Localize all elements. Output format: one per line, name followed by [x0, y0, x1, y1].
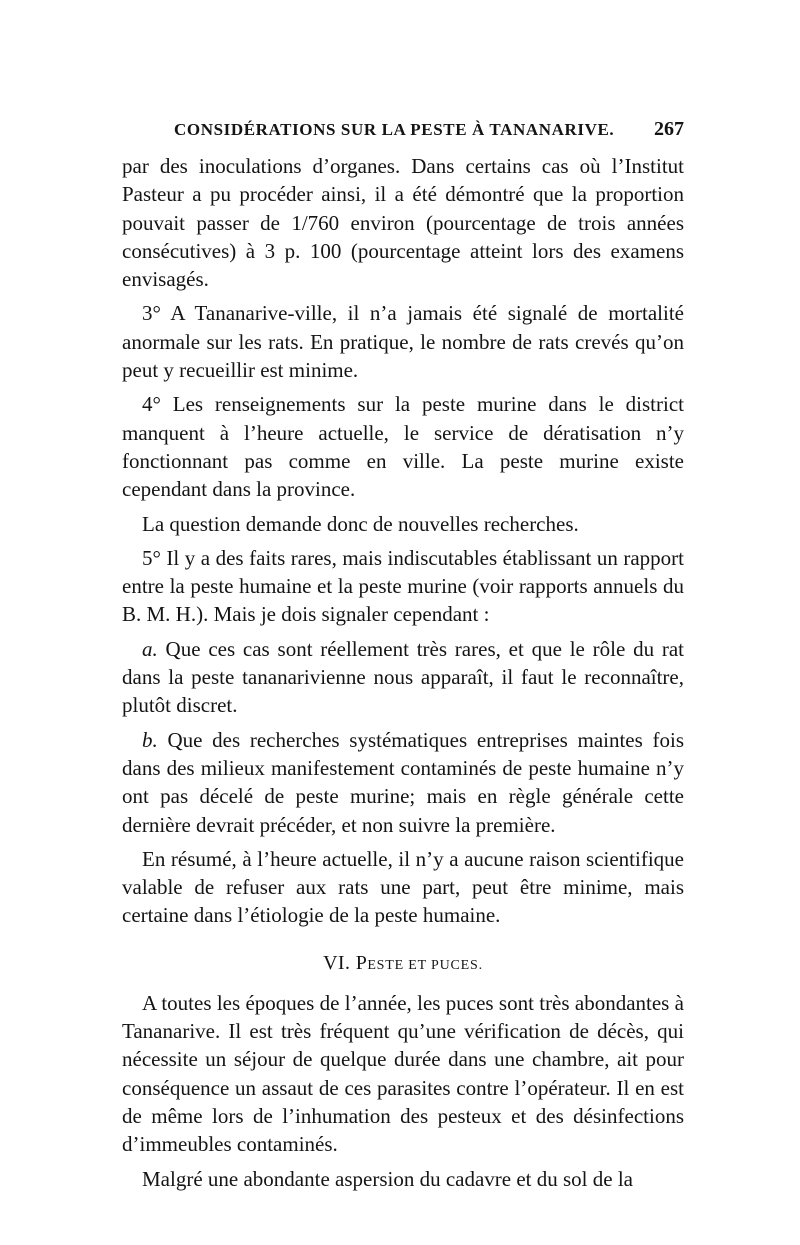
body-text — [122, 152, 684, 1193]
paragraph-final: Malgré une abondante aspersion du cadavre et du sol de la — [142, 1166, 633, 1191]
book-page — [122, 118, 684, 1199]
paragraph-summary: En résumé, à l’heure actuelle, il n’y a aucune raison scientifique valable de refuser aux rats une part, peut être minime, mais certaine dans l’étiologie de la peste humaine. — [122, 846, 684, 928]
section-title-rest: ESTE ET PUCES. — [367, 957, 483, 973]
paragraph-item-a-text: Que ces cas sont réellement très rares, et que le rôle du rat dans la peste tananarivienne nous apparaît, il faut le reconnaître, plutôt discret. — [122, 636, 684, 718]
running-head — [174, 118, 684, 146]
list-marker-b: b. — [142, 727, 158, 752]
paragraph-point-5: 5° Il y a des faits rares, mais indiscutables établissant un rapport entre la peste humaine et la peste murine (voir rapports annuels du B. M. H.). Mais je dois signaler cependant : — [122, 545, 684, 627]
list-marker-a: a. — [142, 636, 158, 661]
section-title-initial: P — [355, 951, 368, 974]
paragraph-fleas: A toutes les époques de l’année, les puces sont très abondantes à Tananarive. Il est très fréquent qu’une vérification de décès, qui nécessite un séjour de quelque durée dans une chambre, ait pour conséquence un assaut de ces parasites contre l’opérateur. Il en est de même lors de l’inhumation des pesteux et des désinfections d’immeubles contaminés. — [122, 990, 684, 1157]
paragraph-item-a — [122, 635, 684, 720]
paragraph-item-b-text: Que des recherches systématiques entreprises maintes fois dans des milieux manifestement contaminés de peste humaine n’y ont pas décelé de peste murine; mais en règle générale cette dernière devrait précéder, et non suivre la première. — [122, 727, 684, 837]
paragraph-question: La question demande donc de nouvelles recherches. — [142, 511, 579, 536]
running-title: CONSIDÉRATIONS SUR LA PESTE À TANANARIVE. — [174, 120, 615, 139]
paragraph-point-4: 4° Les renseignements sur la peste murine dans le district manquent à l’heure actuelle, le service de dératisation n’y fonctionnant pas comme en ville. La peste murine existe cependant dans la province. — [122, 392, 684, 502]
page-number: 267 — [654, 118, 684, 140]
section-number: VI. — [323, 951, 351, 974]
paragraph-continuation: par des inoculations d’organes. Dans certains cas où l’Institut Pasteur a pu procéder ainsi, il a été démontré que la proportion pouvait passer de 1/760 environ (pourcentage de trois années consécutives) à 3 p. 100 (pourcentage atteint lors des examens envisagés. — [122, 154, 684, 292]
paragraph-point-3: 3° A Tananarive-ville, il n’a jamais été signalé de mortalité anormale sur les rats. En pratique, le nombre de rats crevés qu’on peut y recueillir est minime. — [122, 301, 684, 383]
paragraph-item-b — [122, 726, 684, 839]
section-heading — [122, 952, 684, 975]
